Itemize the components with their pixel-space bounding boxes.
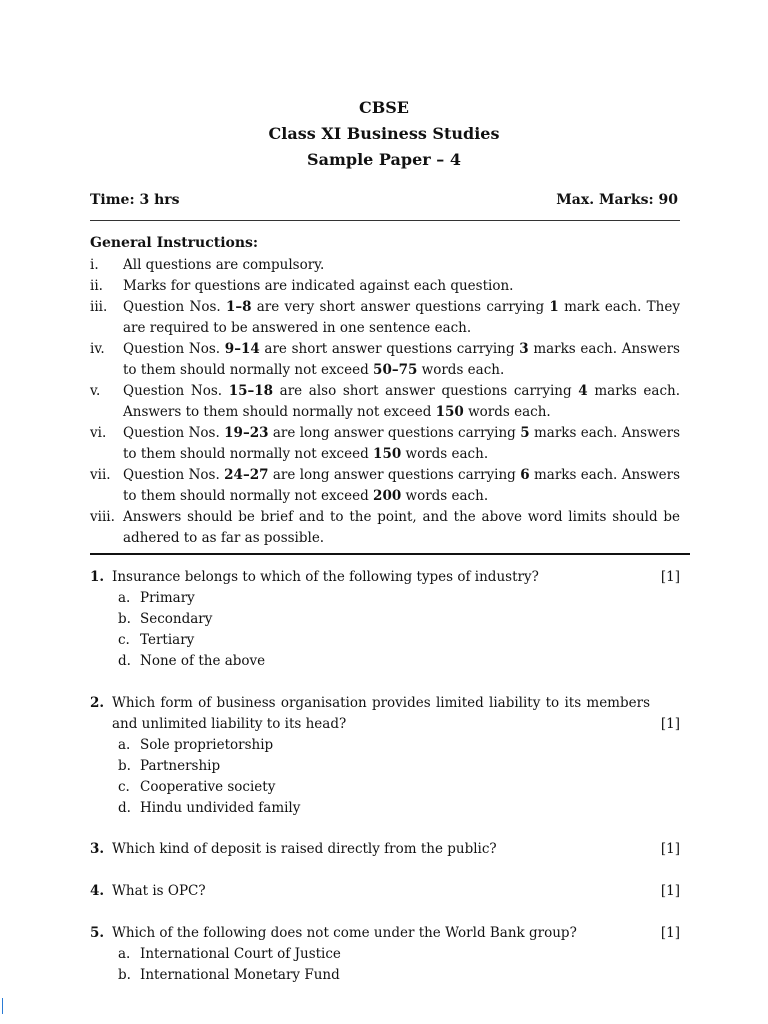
question-5: [90, 923, 680, 986]
question-marks: [1]: [660, 883, 680, 899]
instruction-number: ii.: [90, 278, 103, 294]
subject-title: Class XI Business Studies: [268, 124, 500, 143]
question-4: [90, 881, 680, 902]
instruction-number: viii.: [90, 509, 115, 525]
question-marks: [1]: [660, 841, 680, 857]
instruction-text: Marks for questions are indicated against each question.: [123, 278, 514, 294]
option-letter: b.: [118, 611, 131, 627]
instruction-text: Question Nos. 15–18 are also short answer questions carrying 4 marks each. Answers to them should normally not exceed 150 words each.: [123, 383, 680, 420]
option-text: Primary: [140, 590, 195, 606]
question-text: Which form of business organisation provides limited liability to its members and unlimited liability to its head?: [112, 695, 650, 732]
question-text: Which of the following does not come under the World Bank group?: [112, 925, 577, 941]
option-letter: b.: [118, 758, 131, 774]
question-1: [90, 567, 680, 672]
divider-thick: [90, 553, 690, 555]
instruction-text: Question Nos. 19–23 are long answer questions carrying 5 marks each. Answers to them should normally not exceed 150 words each.: [123, 425, 680, 462]
option-item: [118, 588, 680, 609]
instruction-item: [90, 255, 680, 276]
question-text: Insurance belongs to which of the following types of industry?: [112, 569, 539, 585]
option-letter: b.: [118, 967, 131, 983]
instruction-number: v.: [90, 383, 101, 399]
instruction-text: Question Nos. 1–8 are very short answer questions carrying 1 mark each. They are required to be answered in one sentence each.: [123, 299, 680, 336]
instruction-item: [90, 339, 680, 381]
instruction-item: [90, 507, 680, 549]
instruction-number: iv.: [90, 341, 105, 357]
instructions-heading: General Instructions:: [90, 235, 259, 251]
instruction-text: Question Nos. 24–27 are long answer questions carrying 6 marks each. Answers to them should normally not exceed 200 words each.: [123, 467, 680, 504]
option-item: [118, 735, 680, 756]
question-number: 2.: [90, 695, 105, 711]
instruction-number: vii.: [90, 467, 111, 483]
instruction-item: [90, 276, 680, 297]
instruction-text: All questions are compulsory.: [123, 257, 325, 273]
option-letter: c.: [118, 632, 130, 648]
option-item: [118, 965, 680, 986]
question-text: Which kind of deposit is raised directly from the public?: [112, 841, 497, 857]
instruction-number: iii.: [90, 299, 108, 315]
option-text: Partnership: [140, 758, 221, 774]
option-item: [118, 756, 680, 777]
option-letter: d.: [118, 800, 131, 816]
option-text: Sole proprietorship: [140, 737, 274, 753]
text-cursor: [2, 998, 3, 1014]
option-letter: d.: [118, 653, 131, 669]
option-text: None of the above: [140, 653, 266, 669]
instruction-text: Question Nos. 9–14 are short answer questions carrying 3 marks each. Answers to them should normally not exceed 50–75 words each.: [123, 341, 680, 378]
option-text: Hindu undivided family: [140, 800, 301, 816]
question-number: 5.: [90, 925, 105, 941]
option-text: International Monetary Fund: [140, 967, 340, 983]
board-title: CBSE: [358, 98, 409, 117]
option-item: [118, 609, 680, 630]
instruction-text: Answers should be brief and to the point, and the above word limits should be adhered to as far as possible.: [123, 509, 680, 546]
option-item: [118, 944, 680, 965]
question-number: 1.: [90, 569, 105, 585]
max-marks-label: Max. Marks: 90: [556, 192, 678, 208]
instruction-item: [90, 423, 680, 465]
instruction-item: [90, 297, 680, 339]
option-item: [118, 651, 680, 672]
question-number: 4.: [90, 883, 105, 899]
options-list: [90, 944, 680, 986]
option-letter: a.: [118, 590, 131, 606]
instruction-number: vi.: [90, 425, 107, 441]
question-text: What is OPC?: [112, 883, 206, 899]
question-2: [90, 693, 680, 819]
options-list: [90, 588, 680, 672]
option-text: Tertiary: [140, 632, 195, 648]
instruction-item: [90, 465, 680, 507]
options-list: [90, 735, 680, 819]
question-marks: [1]: [660, 569, 680, 585]
option-letter: a.: [118, 946, 131, 962]
instructions-list: [90, 255, 680, 549]
option-text: Cooperative society: [140, 779, 276, 795]
option-text: Secondary: [140, 611, 213, 627]
option-item: [118, 630, 680, 651]
time-label: Time: 3 hrs: [90, 192, 180, 208]
option-letter: a.: [118, 737, 131, 753]
instruction-number: i.: [90, 257, 99, 273]
question-marks: [1]: [660, 925, 680, 941]
question-marks: [1]: [660, 716, 680, 732]
option-item: [118, 777, 680, 798]
paper-title: Sample Paper – 4: [307, 150, 461, 169]
question-3: [90, 839, 680, 860]
option-letter: c.: [118, 779, 130, 795]
instruction-item: [90, 381, 680, 423]
option-item: [118, 798, 680, 819]
divider: [90, 220, 680, 221]
question-number: 3.: [90, 841, 105, 857]
option-text: International Court of Justice: [140, 946, 341, 962]
